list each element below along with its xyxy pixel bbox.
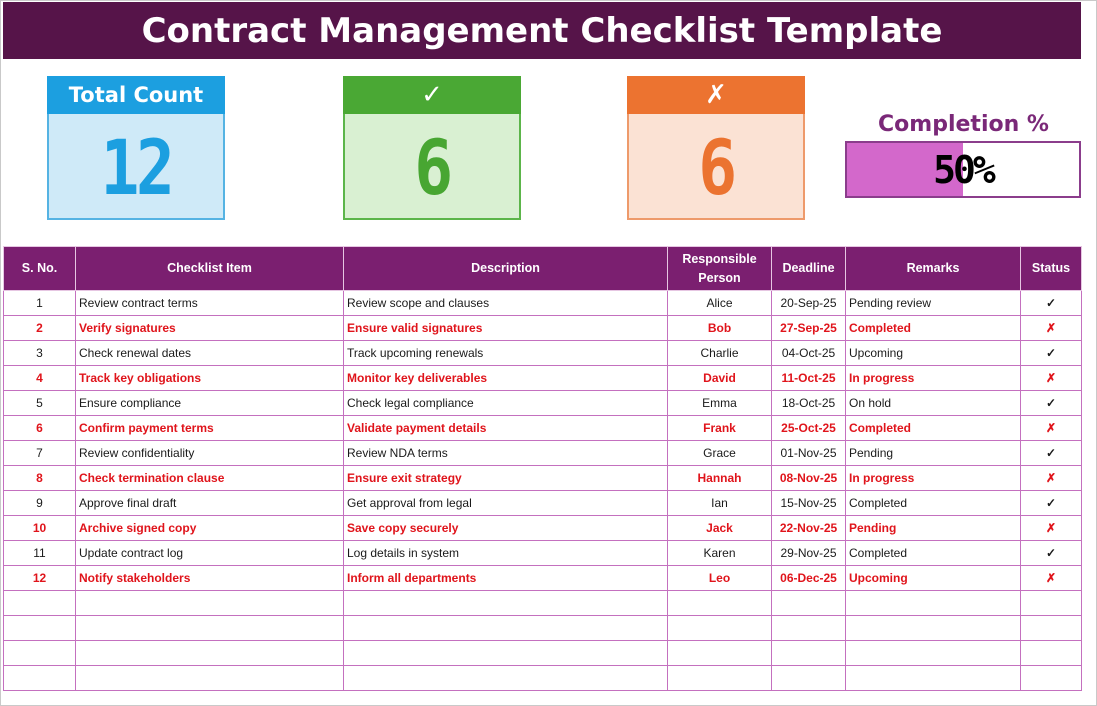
cell-person[interactable]: Alice [668, 291, 772, 316]
table-row [4, 491, 1082, 516]
table-row [4, 441, 1082, 466]
table-row-empty [4, 666, 1082, 691]
empty-cell[interactable] [4, 591, 76, 616]
cell-sno[interactable]: 12 [4, 566, 76, 591]
cell-sno[interactable]: 6 [4, 416, 76, 441]
cell-remarks[interactable]: In progress [846, 466, 1021, 491]
cell-description[interactable]: Track upcoming renewals [344, 341, 668, 366]
cell-remarks[interactable]: Upcoming [846, 341, 1021, 366]
cell-sno[interactable]: 2 [4, 316, 76, 341]
table-row [4, 391, 1082, 416]
empty-cell[interactable] [1021, 641, 1082, 666]
cell-deadline[interactable]: 08-Nov-25 [772, 466, 846, 491]
cell-item[interactable]: Verify signatures [76, 316, 344, 341]
cell-sno[interactable]: 5 [4, 391, 76, 416]
cell-remarks[interactable]: Pending [846, 516, 1021, 541]
cell-sno[interactable]: 8 [4, 466, 76, 491]
cell-item[interactable]: Update contract log [76, 541, 344, 566]
empty-cell[interactable] [668, 641, 772, 666]
cell-person[interactable]: Bob [668, 316, 772, 341]
cell-remarks[interactable]: Pending review [846, 291, 1021, 316]
table-row [4, 341, 1082, 366]
cell-item[interactable]: Confirm payment terms [76, 416, 344, 441]
cell-item[interactable]: Check termination clause [76, 466, 344, 491]
empty-cell[interactable] [846, 666, 1021, 691]
completion-label: Completion % [878, 112, 1049, 137]
cell-remarks[interactable]: Pending [846, 441, 1021, 466]
empty-cell[interactable] [76, 641, 344, 666]
cell-description[interactable]: Review scope and clauses [344, 291, 668, 316]
empty-cell[interactable] [1021, 616, 1082, 641]
empty-cell[interactable] [772, 591, 846, 616]
empty-cell[interactable] [668, 616, 772, 641]
cell-person[interactable]: Grace [668, 441, 772, 466]
cross-icon: ✗ [627, 76, 805, 114]
cell-description[interactable]: Ensure valid signatures [344, 316, 668, 341]
empty-cell[interactable] [1021, 666, 1082, 691]
cell-description[interactable]: Log details in system [344, 541, 668, 566]
cell-item[interactable]: Archive signed copy [76, 516, 344, 541]
column-header-item[interactable]: Checklist Item [76, 247, 344, 291]
empty-cell[interactable] [1021, 591, 1082, 616]
empty-cell[interactable] [668, 666, 772, 691]
table-row-empty [4, 641, 1082, 666]
empty-cell[interactable] [76, 616, 344, 641]
table-row [4, 416, 1082, 441]
cell-item[interactable]: Track key obligations [76, 366, 344, 391]
total-count-value: 12 [100, 122, 172, 212]
status-check-icon[interactable]: ✓ [1021, 291, 1082, 316]
cell-person[interactable]: Jack [668, 516, 772, 541]
total-count-label: Total Count [47, 76, 225, 114]
cell-sno[interactable]: 11 [4, 541, 76, 566]
cell-remarks[interactable]: In progress [846, 366, 1021, 391]
empty-cell[interactable] [76, 666, 344, 691]
empty-cell[interactable] [344, 641, 668, 666]
cell-item[interactable]: Review confidentiality [76, 441, 344, 466]
status-cross-icon[interactable]: ✗ [1021, 466, 1082, 491]
cell-remarks[interactable]: Completed [846, 316, 1021, 341]
table-row [4, 466, 1082, 491]
cell-item[interactable]: Notify stakeholders [76, 566, 344, 591]
cell-deadline[interactable]: 27-Sep-25 [772, 316, 846, 341]
column-header-description[interactable]: Description [344, 247, 668, 291]
cell-person[interactable]: Ian [668, 491, 772, 516]
empty-cell[interactable] [344, 591, 668, 616]
status-cross-icon[interactable]: ✗ [1021, 416, 1082, 441]
table-row [4, 541, 1082, 566]
cell-deadline[interactable]: 04-Oct-25 [772, 341, 846, 366]
cell-remarks[interactable]: On hold [846, 391, 1021, 416]
cell-person[interactable]: Frank [668, 416, 772, 441]
cell-sno[interactable]: 7 [4, 441, 76, 466]
empty-cell[interactable] [4, 616, 76, 641]
cell-description[interactable]: Inform all departments [344, 566, 668, 591]
status-cross-icon[interactable]: ✗ [1021, 516, 1082, 541]
empty-cell[interactable] [772, 641, 846, 666]
empty-cell[interactable] [846, 616, 1021, 641]
cell-remarks[interactable]: Completed [846, 416, 1021, 441]
table-row [4, 516, 1082, 541]
status-cross-icon[interactable]: ✗ [1021, 366, 1082, 391]
cell-deadline[interactable]: 01-Nov-25 [772, 441, 846, 466]
cell-description[interactable]: Validate payment details [344, 416, 668, 441]
cell-description[interactable]: Ensure exit strategy [344, 466, 668, 491]
cell-sno[interactable]: 10 [4, 516, 76, 541]
cell-person[interactable]: Leo [668, 566, 772, 591]
cell-sno[interactable]: 3 [4, 341, 76, 366]
column-header-status[interactable]: Status [1021, 247, 1082, 291]
completed-count-card [343, 76, 521, 220]
cell-deadline[interactable]: 15-Nov-25 [772, 491, 846, 516]
status-cross-icon[interactable]: ✗ [1021, 316, 1082, 341]
status-check-icon[interactable]: ✓ [1021, 491, 1082, 516]
table-row [4, 291, 1082, 316]
empty-cell[interactable] [772, 666, 846, 691]
cell-sno[interactable]: 9 [4, 491, 76, 516]
cell-deadline[interactable]: 11-Oct-25 [772, 366, 846, 391]
empty-cell[interactable] [668, 591, 772, 616]
table-row-empty [4, 591, 1082, 616]
column-header-deadline[interactable]: Deadline [772, 247, 846, 291]
cell-remarks[interactable]: Completed [846, 491, 1021, 516]
checklist-table [3, 246, 1082, 691]
completion-progress-bar [845, 141, 1081, 198]
empty-cell[interactable] [772, 616, 846, 641]
cell-person[interactable]: Karen [668, 541, 772, 566]
column-header-sno[interactable]: S. No. [4, 247, 76, 291]
cell-description[interactable]: Monitor key deliverables [344, 366, 668, 391]
cell-item[interactable]: Ensure compliance [76, 391, 344, 416]
cell-deadline[interactable]: 29-Nov-25 [772, 541, 846, 566]
cell-description[interactable]: Get approval from legal [344, 491, 668, 516]
column-header-person[interactable]: Responsible Person [668, 247, 772, 291]
column-header-remarks[interactable]: Remarks [846, 247, 1021, 291]
status-check-icon[interactable]: ✓ [1021, 541, 1082, 566]
status-check-icon[interactable]: ✓ [1021, 391, 1082, 416]
pending-count-card [627, 76, 805, 220]
table-row-empty [4, 616, 1082, 641]
empty-cell[interactable] [846, 641, 1021, 666]
cell-item[interactable]: Check renewal dates [76, 341, 344, 366]
cell-deadline[interactable]: 18-Oct-25 [772, 391, 846, 416]
cell-person[interactable]: Emma [668, 391, 772, 416]
status-check-icon[interactable]: ✓ [1021, 441, 1082, 466]
empty-cell[interactable] [76, 591, 344, 616]
empty-cell[interactable] [846, 591, 1021, 616]
table-row [4, 316, 1082, 341]
cell-person[interactable]: David [668, 366, 772, 391]
check-icon: ✓ [343, 76, 521, 114]
cell-description[interactable]: Check legal compliance [344, 391, 668, 416]
cell-description[interactable]: Save copy securely [344, 516, 668, 541]
cell-item[interactable]: Review contract terms [76, 291, 344, 316]
cell-sno[interactable]: 4 [4, 366, 76, 391]
cell-deadline[interactable]: 25-Oct-25 [772, 416, 846, 441]
cell-description[interactable]: Review NDA terms [344, 441, 668, 466]
table-row [4, 566, 1082, 591]
cell-deadline[interactable]: 20-Sep-25 [772, 291, 846, 316]
completed-count-value: 6 [414, 122, 450, 212]
empty-cell[interactable] [344, 616, 668, 641]
total-count-card [47, 76, 225, 220]
empty-cell[interactable] [4, 641, 76, 666]
completion-percent-text: 50% [933, 147, 993, 192]
cell-person[interactable]: Charlie [668, 341, 772, 366]
table-row [4, 366, 1082, 391]
empty-cell[interactable] [4, 666, 76, 691]
pending-count-value: 6 [698, 122, 734, 212]
status-cross-icon[interactable]: ✗ [1021, 566, 1082, 591]
cell-item[interactable]: Approve final draft [76, 491, 344, 516]
empty-cell[interactable] [344, 666, 668, 691]
cell-deadline[interactable]: 06-Dec-25 [772, 566, 846, 591]
cell-remarks[interactable]: Upcoming [846, 566, 1021, 591]
cell-deadline[interactable]: 22-Nov-25 [772, 516, 846, 541]
cell-remarks[interactable]: Completed [846, 541, 1021, 566]
table-header-row [4, 247, 1082, 291]
cell-sno[interactable]: 1 [4, 291, 76, 316]
status-check-icon[interactable]: ✓ [1021, 341, 1082, 366]
page-title: Contract Management Checklist Template [3, 2, 1081, 59]
cell-person[interactable]: Hannah [668, 466, 772, 491]
